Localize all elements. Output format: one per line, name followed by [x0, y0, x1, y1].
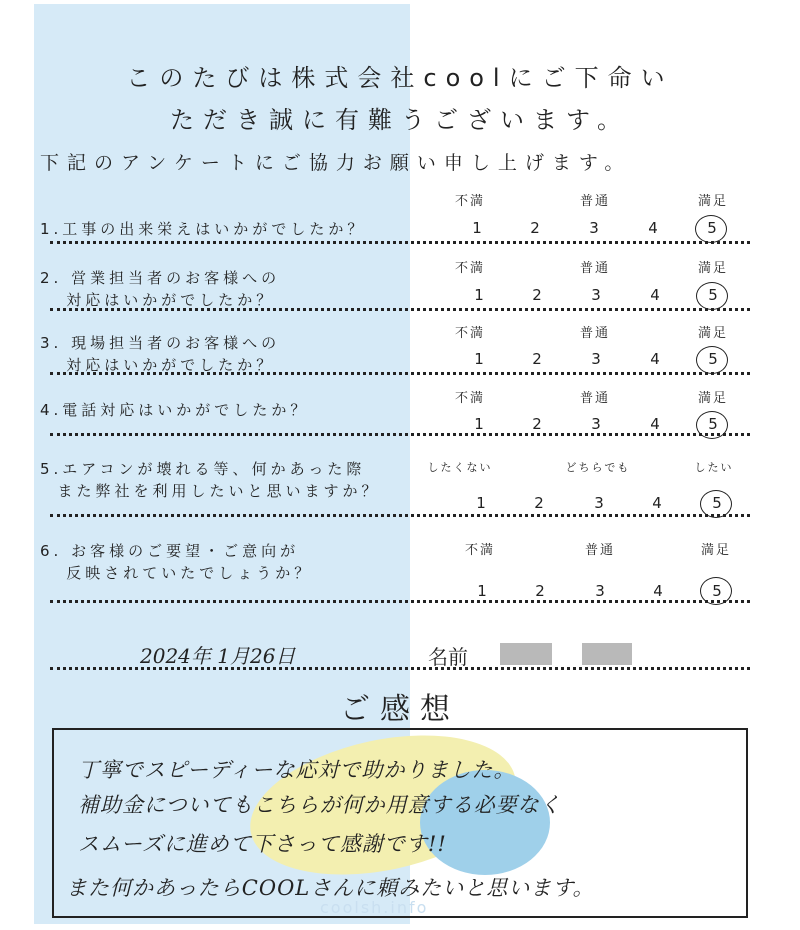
question-6 [0, 537, 800, 607]
question-text: 3. 現場担当者のお客様への 対応はいかがでしたか？ [40, 334, 281, 374]
scale-3[interactable]: 3 [591, 415, 601, 433]
scale-mid-label: 普通 [579, 194, 610, 209]
scale-mid-label: どちらでも [565, 461, 631, 474]
scale-3[interactable]: 3 [595, 582, 605, 600]
question-text: 6. お客様のご要望・ご意向が 反映されていたでしょうか？ [40, 542, 314, 582]
intro-text: 下記のアンケートにご協力お願い申し上げます。 [40, 152, 632, 174]
scale-3[interactable]: 3 [591, 350, 601, 368]
scale-high-label: 満足 [700, 543, 731, 558]
dotted-divider [50, 308, 750, 311]
impression-line: 丁寧でスピーディーな応対で助かりました。 [78, 758, 516, 782]
scale-5[interactable]: 5 [708, 350, 718, 368]
scale-3[interactable]: 3 [594, 494, 604, 512]
question-2 [0, 255, 800, 325]
scale-4[interactable]: 4 [650, 350, 660, 368]
scale-5[interactable]: 5 [708, 286, 718, 304]
scale-mid-label: 普通 [579, 261, 610, 276]
scale-1[interactable]: 1 [477, 582, 487, 600]
scale-4[interactable]: 4 [650, 286, 660, 304]
scale-2[interactable]: 2 [535, 582, 545, 600]
scale-high-label: 満足 [697, 391, 728, 406]
scale-1[interactable]: 1 [474, 350, 484, 368]
scale-1[interactable]: 1 [472, 219, 482, 237]
scale-2[interactable]: 2 [532, 350, 542, 368]
question-text: 4.電話対応はいかがでしたか？ [40, 401, 310, 419]
scale-low-label: 不満 [454, 194, 485, 209]
question-3 [0, 320, 800, 390]
question-text: 5.エアコンが壊れる等、何かあった際 また弊社を利用したいと思いますか？ [40, 460, 381, 500]
scale-5[interactable]: 5 [707, 219, 717, 237]
impressions-title: ご感想 [340, 692, 460, 727]
scale-2[interactable]: 2 [532, 415, 542, 433]
scale-low-label: 不満 [454, 326, 485, 341]
question-5 [0, 456, 800, 526]
question-text: 1.工事の出来栄えはいかがでしたか？ [40, 220, 367, 238]
scale-low-label: 不満 [454, 261, 485, 276]
scale-5[interactable]: 5 [708, 415, 718, 433]
scale-4[interactable]: 4 [653, 582, 663, 600]
scale-high-label: 満足 [697, 194, 728, 209]
impression-line: また何かあったらCOOLさんに頼みたいと思います。 [66, 876, 595, 900]
dotted-divider [50, 667, 750, 670]
question-1 [0, 190, 800, 260]
scale-mid-label: 普通 [579, 391, 610, 406]
dotted-divider [50, 600, 750, 603]
scale-2[interactable]: 2 [530, 219, 540, 237]
question-text: 2. 営業担当者のお客様への 対応はいかがでしたか？ [40, 269, 281, 309]
redacted-name [582, 643, 632, 665]
watermark: coolsh.info [320, 898, 429, 917]
selected-answer-circle [695, 215, 727, 243]
scale-4[interactable]: 4 [650, 415, 660, 433]
scale-2[interactable]: 2 [532, 286, 542, 304]
name-label: 名前 [428, 645, 468, 669]
scale-3[interactable]: 3 [589, 219, 599, 237]
scale-1[interactable]: 1 [474, 286, 484, 304]
dotted-divider [50, 241, 750, 244]
scale-low-label: 不満 [454, 391, 485, 406]
title-line-1: このたびは株式会社coolにご下命い [126, 64, 674, 92]
scale-5[interactable]: 5 [712, 494, 722, 512]
scale-low-label: 不満 [464, 543, 495, 558]
scale-high-label: したい [694, 461, 734, 474]
scale-3[interactable]: 3 [591, 286, 601, 304]
scale-4[interactable]: 4 [648, 219, 658, 237]
date: 2024年 1月26日 [140, 644, 296, 668]
scale-low-label: したくない [427, 461, 493, 474]
scale-4[interactable]: 4 [652, 494, 662, 512]
title-line-2: ただき誠に有難うございます。 [169, 106, 631, 134]
question-4 [0, 387, 800, 457]
selected-answer-circle [696, 282, 728, 310]
dotted-divider [50, 372, 750, 375]
impression-line: 補助金についてもこちらが何か用意する必要なく [78, 793, 562, 817]
scale-mid-label: 普通 [584, 543, 615, 558]
scale-5[interactable]: 5 [712, 582, 722, 600]
dotted-divider [50, 433, 750, 436]
scale-high-label: 満足 [697, 326, 728, 341]
scale-high-label: 満足 [697, 261, 728, 276]
scale-2[interactable]: 2 [534, 494, 544, 512]
impression-line: スムーズに進めて下さって感謝です!! [78, 832, 447, 856]
dotted-divider [50, 514, 750, 517]
selected-answer-circle [696, 346, 728, 374]
scale-1[interactable]: 1 [476, 494, 486, 512]
scale-mid-label: 普通 [579, 326, 610, 341]
redacted-name [500, 643, 552, 665]
scale-1[interactable]: 1 [474, 415, 484, 433]
